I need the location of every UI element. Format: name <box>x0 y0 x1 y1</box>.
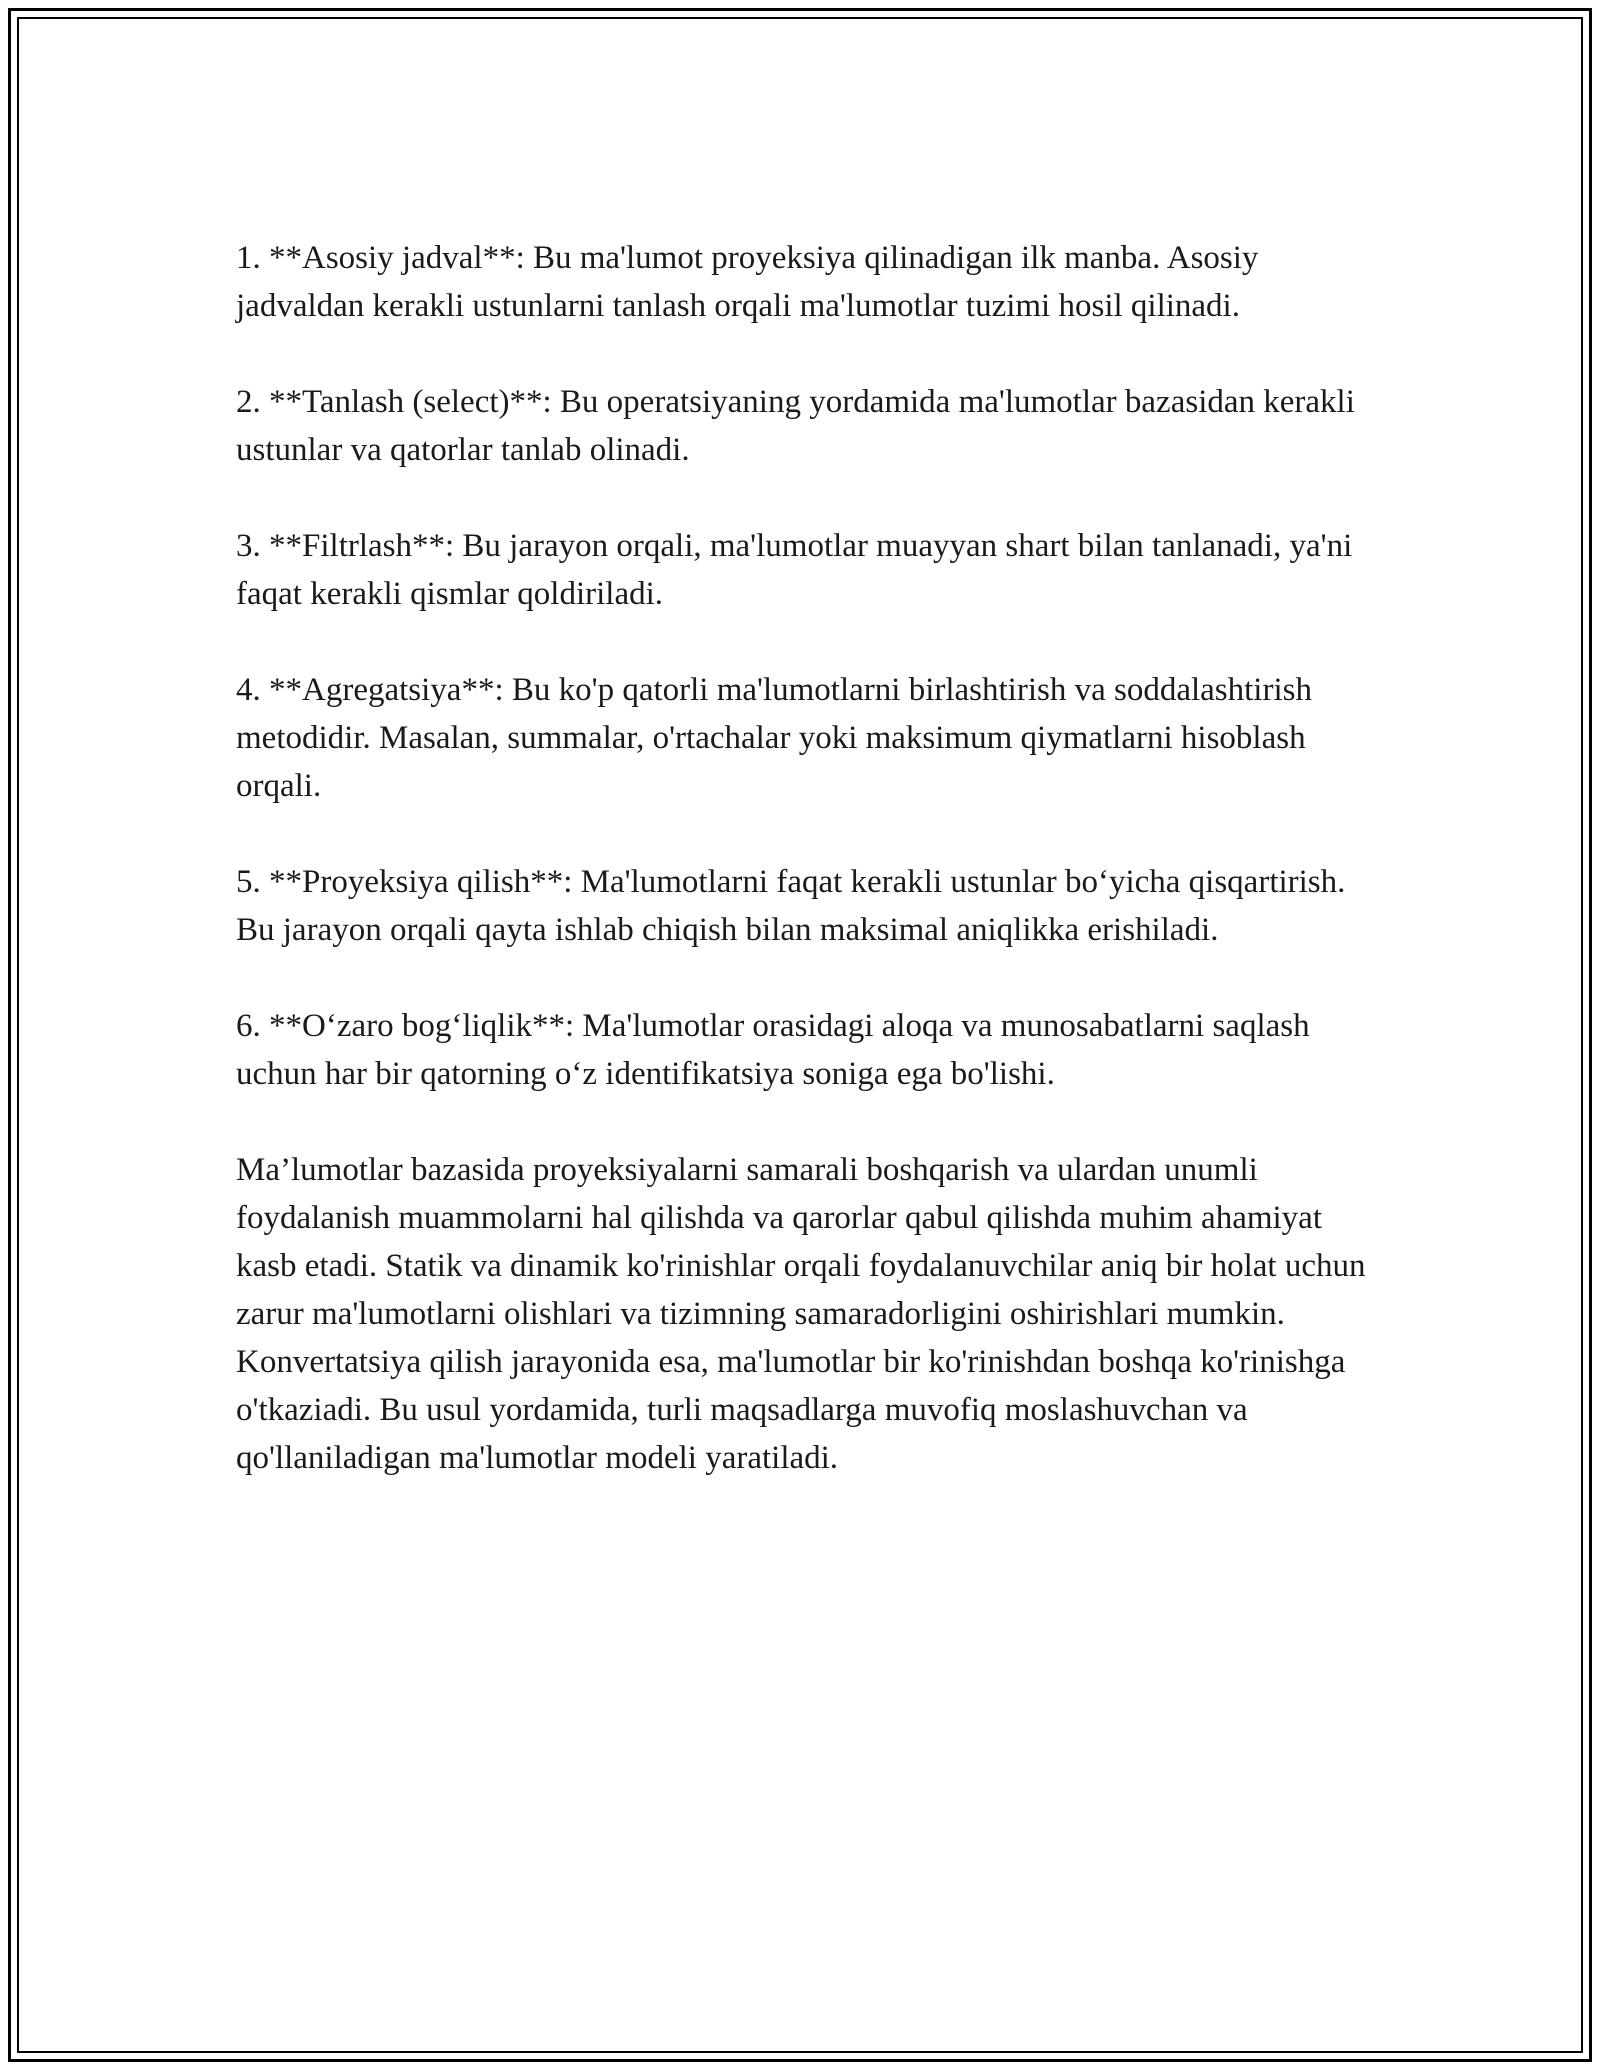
list-item-ozaro-bogliqlik: 6. **O‘zaro bog‘liqlik**: Ma'lumotlar orasidagi aloqa va munosabatlarni saqlash uchun har bir qatorning o‘z identifikatsiya soniga ega bo'lishi. <box>236 1008 1310 1092</box>
list-item-asosiy-jadval: 1. **Asosiy jadval**: Bu ma'lumot proyeksiya qilinadigan ilk manba. Asosiy jadvaldan kerakli ustunlarni tanlash orqali ma'lumotlar tuzimi hosil qilinadi. <box>236 240 1259 324</box>
document-body <box>236 234 1366 1482</box>
summary-paragraph: Ma’lumotlar bazasida proyeksiyalarni samarali boshqarish va ulardan unumli foydalanish muammolarni hal qilishda va qarorlar qabul qilishda muhim ahamiyat kasb etadi. Statik va dinamik ko'rinishlar orqali foydalanuvchilar aniq bir holat uchun zarur ma'lumotlarni olishlari va tizimning samaradorligini oshirishlari mumkin. Konvertatsiya qilish jarayonida esa, ma'lumotlar bir ko'rinishdan boshqa ko'rinishga o'tkaziadi. Bu usul yordamida, turli maqsadlarga muvofiq moslashuvchan va qo'llaniladigan ma'lumotlar modeli yaratiladi. <box>236 1152 1366 1476</box>
list-item-agregatsiya: 4. **Agregatsiya**: Bu ko'p qatorli ma'lumotlarni birlashtirish va soddalashtirish metodidir. Masalan, summalar, o'rtachalar yoki maksimum qiymatlarni hisoblash orqali. <box>236 672 1312 804</box>
list-item-proyeksiya-qilish: 5. **Proyeksiya qilish**: Ma'lumotlarni faqat kerakli ustunlar bo‘yicha qisqartirish. Bu jarayon orqali qayta ishlab chiqish bilan maksimal aniqlikka erishiladi. <box>236 864 1346 948</box>
list-item-tanlash: 2. **Tanlash (select)**: Bu operatsiyaning yordamida ma'lumotlar bazasidan kerakli ustunlar va qatorlar tanlab olinadi. <box>236 384 1355 468</box>
list-item-filtrlash: 3. **Filtrlash**: Bu jarayon orqali, ma'lumotlar muayyan shart bilan tanlanadi, ya'ni faqat kerakli qismlar qoldiriladi. <box>236 528 1353 612</box>
